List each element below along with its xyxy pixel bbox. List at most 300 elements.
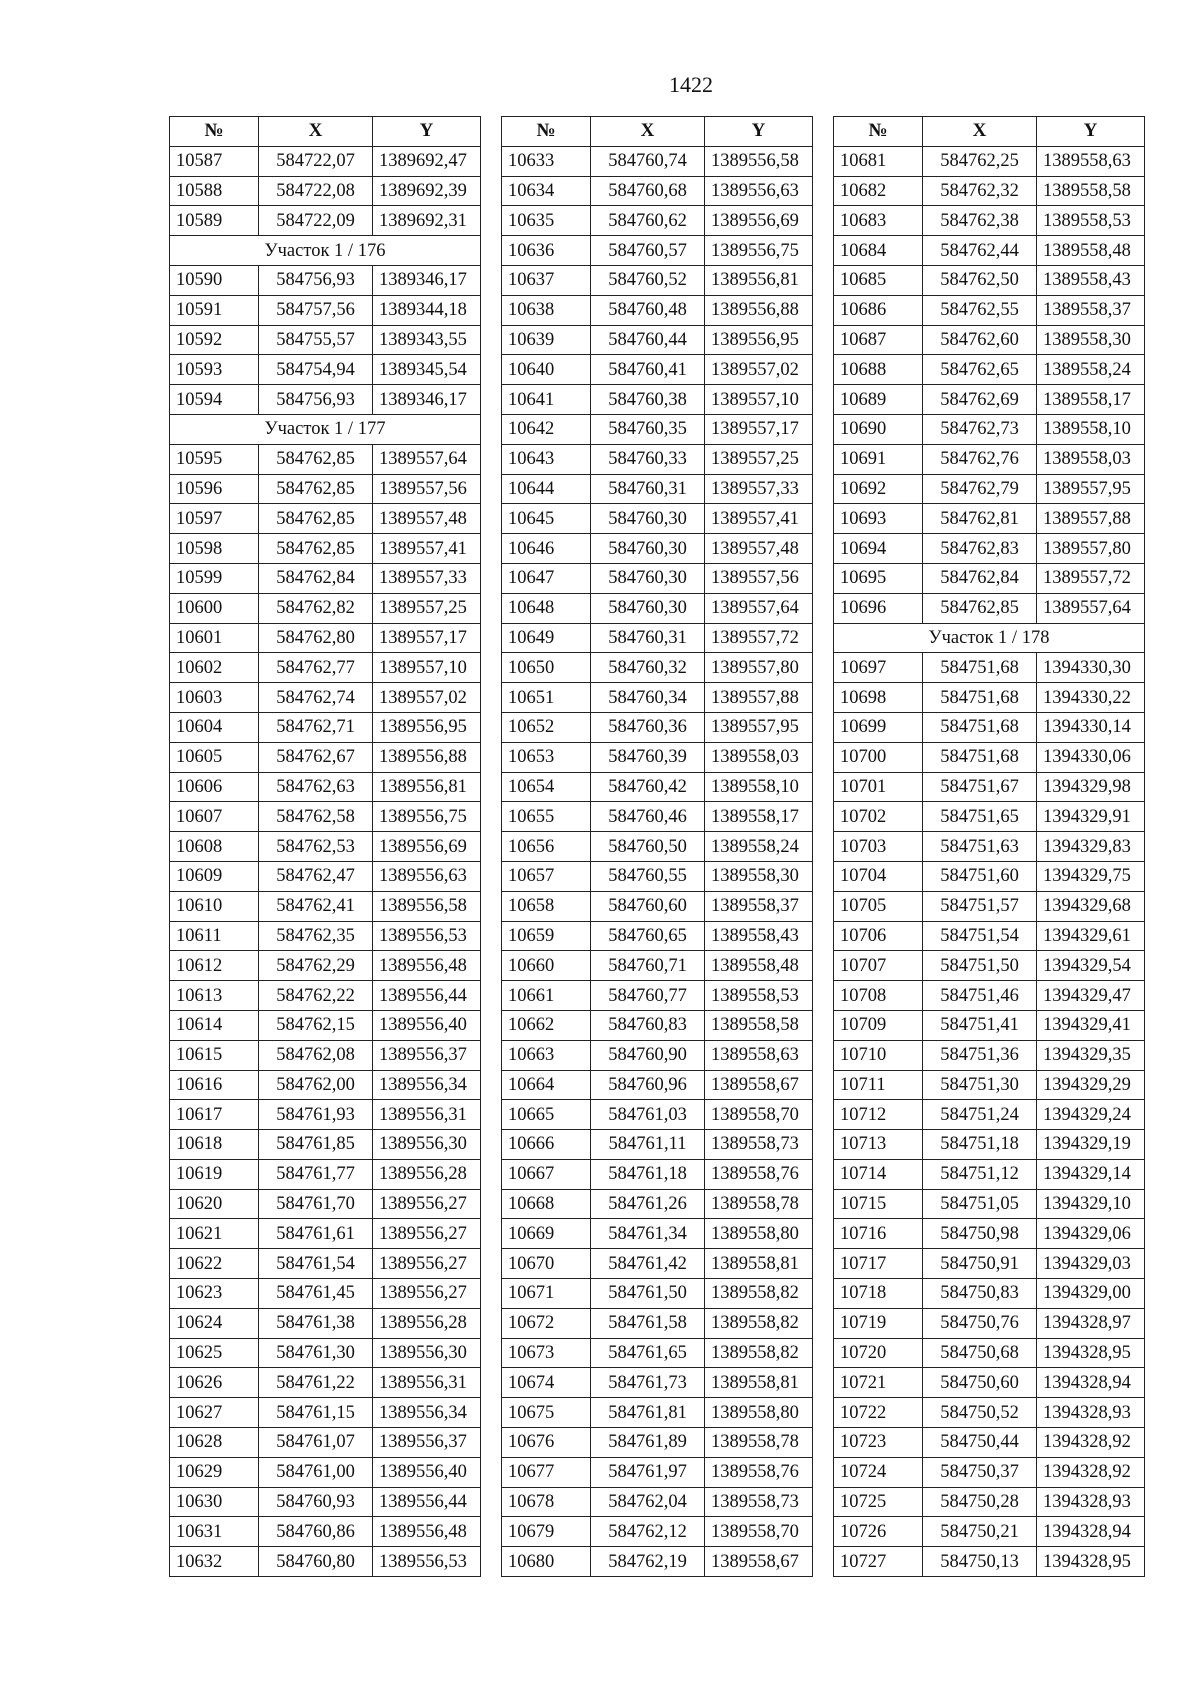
x-coordinate-cell: 584760,83 xyxy=(591,1010,705,1040)
x-coordinate-cell: 584760,68 xyxy=(591,176,705,206)
table-row xyxy=(834,653,1145,683)
x-coordinate-cell: 584762,12 xyxy=(591,1517,705,1547)
x-coordinate-cell: 584750,37 xyxy=(923,1457,1037,1487)
table-row xyxy=(502,444,813,474)
section-title: Участок 1 / 178 xyxy=(834,623,1145,653)
y-coordinate-cell: 1389558,76 xyxy=(705,1457,813,1487)
table-row xyxy=(834,1368,1145,1398)
y-coordinate-cell: 1389558,67 xyxy=(705,1547,813,1577)
table-row xyxy=(170,146,481,176)
y-coordinate-cell: 1389557,72 xyxy=(1037,563,1145,593)
x-coordinate-cell: 584751,54 xyxy=(923,921,1037,951)
coordinates-table-1 xyxy=(169,116,481,1577)
y-coordinate-cell: 1389344,18 xyxy=(373,295,481,325)
table-row xyxy=(834,712,1145,742)
x-coordinate-cell: 584760,55 xyxy=(591,861,705,891)
point-number-cell: 10725 xyxy=(834,1487,923,1517)
y-coordinate-cell: 1389556,31 xyxy=(373,1368,481,1398)
table-row xyxy=(170,1279,481,1309)
x-coordinate-cell: 584762,85 xyxy=(923,593,1037,623)
table-row xyxy=(502,891,813,921)
point-number-cell: 10652 xyxy=(502,712,591,742)
point-number-cell: 10672 xyxy=(502,1308,591,1338)
y-coordinate-cell: 1389558,48 xyxy=(705,951,813,981)
point-number-cell: 10633 xyxy=(502,146,591,176)
x-coordinate-cell: 584760,31 xyxy=(591,474,705,504)
x-coordinate-cell: 584760,36 xyxy=(591,712,705,742)
point-number-cell: 10727 xyxy=(834,1547,923,1577)
table-row xyxy=(834,683,1145,713)
x-coordinate-cell: 584760,74 xyxy=(591,146,705,176)
y-coordinate-cell: 1389558,53 xyxy=(1037,206,1145,236)
y-coordinate-cell: 1389556,28 xyxy=(373,1159,481,1189)
point-number-cell: 10626 xyxy=(170,1368,259,1398)
table-row xyxy=(502,474,813,504)
x-coordinate-cell: 584762,08 xyxy=(259,1040,373,1070)
table-row xyxy=(502,295,813,325)
table-row xyxy=(170,1308,481,1338)
y-coordinate-cell: 1389558,03 xyxy=(1037,444,1145,474)
y-coordinate-cell: 1389556,44 xyxy=(373,981,481,1011)
point-number-cell: 10641 xyxy=(502,385,591,415)
y-coordinate-cell: 1389556,95 xyxy=(705,325,813,355)
table-row xyxy=(502,1428,813,1458)
point-number-cell: 10723 xyxy=(834,1428,923,1458)
point-number-cell: 10617 xyxy=(170,1100,259,1130)
table-row xyxy=(834,1100,1145,1130)
x-coordinate-cell: 584750,21 xyxy=(923,1517,1037,1547)
table-row xyxy=(834,1547,1145,1577)
point-number-cell: 10621 xyxy=(170,1219,259,1249)
table-row xyxy=(502,146,813,176)
point-number-cell: 10616 xyxy=(170,1070,259,1100)
table-row xyxy=(502,1487,813,1517)
point-number-cell: 10707 xyxy=(834,951,923,981)
table-row xyxy=(170,861,481,891)
y-coordinate-cell: 1389556,58 xyxy=(373,891,481,921)
x-coordinate-cell: 584762,81 xyxy=(923,504,1037,534)
point-number-cell: 10589 xyxy=(170,206,259,236)
x-coordinate-cell: 584760,60 xyxy=(591,891,705,921)
y-coordinate-cell: 1389556,37 xyxy=(373,1040,481,1070)
point-number-cell: 10594 xyxy=(170,385,259,415)
x-coordinate-cell: 584750,52 xyxy=(923,1398,1037,1428)
x-coordinate-cell: 584762,41 xyxy=(259,891,373,921)
table-row xyxy=(170,1547,481,1577)
table-row xyxy=(502,1338,813,1368)
table-row xyxy=(502,1159,813,1189)
table-row xyxy=(834,951,1145,981)
table-row xyxy=(502,951,813,981)
table-row xyxy=(170,1428,481,1458)
y-coordinate-cell: 1389557,17 xyxy=(705,414,813,444)
table-row xyxy=(834,1279,1145,1309)
y-coordinate-cell: 1389558,03 xyxy=(705,742,813,772)
y-coordinate-cell: 1389558,43 xyxy=(1037,265,1145,295)
section-title: Участок 1 / 176 xyxy=(170,236,481,266)
y-coordinate-cell: 1389556,30 xyxy=(373,1338,481,1368)
y-coordinate-cell: 1394330,22 xyxy=(1037,683,1145,713)
table-header-row xyxy=(502,117,813,147)
x-coordinate-cell: 584762,60 xyxy=(923,325,1037,355)
y-coordinate-cell: 1389558,81 xyxy=(705,1368,813,1398)
table-row xyxy=(834,981,1145,1011)
column-header-x: X xyxy=(923,117,1037,147)
y-coordinate-cell: 1389692,39 xyxy=(373,176,481,206)
x-coordinate-cell: 584750,28 xyxy=(923,1487,1037,1517)
x-coordinate-cell: 584761,30 xyxy=(259,1338,373,1368)
table-row xyxy=(502,1130,813,1160)
y-coordinate-cell: 1389556,40 xyxy=(373,1457,481,1487)
x-coordinate-cell: 584762,84 xyxy=(923,563,1037,593)
point-number-cell: 10605 xyxy=(170,742,259,772)
table-row xyxy=(834,1219,1145,1249)
section-row xyxy=(834,623,1145,653)
x-coordinate-cell: 584762,67 xyxy=(259,742,373,772)
y-coordinate-cell: 1389557,64 xyxy=(705,593,813,623)
y-coordinate-cell: 1389558,43 xyxy=(705,921,813,951)
table-row xyxy=(502,683,813,713)
y-coordinate-cell: 1389558,70 xyxy=(705,1100,813,1130)
point-number-cell: 10623 xyxy=(170,1279,259,1309)
y-coordinate-cell: 1389558,73 xyxy=(705,1487,813,1517)
point-number-cell: 10611 xyxy=(170,921,259,951)
table-row xyxy=(834,176,1145,206)
table-row xyxy=(502,623,813,653)
table-row xyxy=(502,1219,813,1249)
table-row xyxy=(170,1249,481,1279)
x-coordinate-cell: 584762,74 xyxy=(259,683,373,713)
y-coordinate-cell: 1389558,81 xyxy=(705,1249,813,1279)
point-number-cell: 10602 xyxy=(170,653,259,683)
point-number-cell: 10712 xyxy=(834,1100,923,1130)
x-coordinate-cell: 584762,79 xyxy=(923,474,1037,504)
point-number-cell: 10614 xyxy=(170,1010,259,1040)
table-row xyxy=(170,176,481,206)
y-coordinate-cell: 1389557,64 xyxy=(373,444,481,474)
x-coordinate-cell: 584760,30 xyxy=(591,504,705,534)
x-coordinate-cell: 584760,30 xyxy=(591,563,705,593)
y-coordinate-cell: 1389558,58 xyxy=(705,1010,813,1040)
x-coordinate-cell: 584760,41 xyxy=(591,355,705,385)
y-coordinate-cell: 1389558,37 xyxy=(705,891,813,921)
x-coordinate-cell: 584761,03 xyxy=(591,1100,705,1130)
table-row xyxy=(170,772,481,802)
table-row xyxy=(170,534,481,564)
table-row xyxy=(170,1040,481,1070)
point-number-cell: 10593 xyxy=(170,355,259,385)
y-coordinate-cell: 1389558,30 xyxy=(1037,325,1145,355)
table-row xyxy=(502,921,813,951)
y-coordinate-cell: 1389557,10 xyxy=(705,385,813,415)
point-number-cell: 10719 xyxy=(834,1308,923,1338)
table-row xyxy=(502,1010,813,1040)
point-number-cell: 10704 xyxy=(834,861,923,891)
x-coordinate-cell: 584762,19 xyxy=(591,1547,705,1577)
table-row xyxy=(170,1398,481,1428)
point-number-cell: 10596 xyxy=(170,474,259,504)
table-row xyxy=(834,206,1145,236)
column-header-y: Y xyxy=(705,117,813,147)
x-coordinate-cell: 584761,50 xyxy=(591,1279,705,1309)
x-coordinate-cell: 584750,98 xyxy=(923,1219,1037,1249)
x-coordinate-cell: 584761,58 xyxy=(591,1308,705,1338)
point-number-cell: 10620 xyxy=(170,1189,259,1219)
y-coordinate-cell: 1389558,58 xyxy=(1037,176,1145,206)
point-number-cell: 10665 xyxy=(502,1100,591,1130)
table-row xyxy=(502,1398,813,1428)
y-coordinate-cell: 1389558,80 xyxy=(705,1219,813,1249)
table-row xyxy=(170,444,481,474)
table-row xyxy=(170,593,481,623)
table-row xyxy=(502,385,813,415)
table-row xyxy=(170,1070,481,1100)
x-coordinate-cell: 584751,63 xyxy=(923,832,1037,862)
point-number-cell: 10612 xyxy=(170,951,259,981)
point-number-cell: 10694 xyxy=(834,534,923,564)
point-number-cell: 10587 xyxy=(170,146,259,176)
y-coordinate-cell: 1389557,95 xyxy=(1037,474,1145,504)
point-number-cell: 10590 xyxy=(170,265,259,295)
y-coordinate-cell: 1389557,72 xyxy=(705,623,813,653)
y-coordinate-cell: 1389557,95 xyxy=(705,712,813,742)
table-row xyxy=(834,1517,1145,1547)
point-number-cell: 10684 xyxy=(834,236,923,266)
table-row xyxy=(834,236,1145,266)
point-number-cell: 10642 xyxy=(502,414,591,444)
x-coordinate-cell: 584751,68 xyxy=(923,653,1037,683)
table-row xyxy=(502,236,813,266)
point-number-cell: 10610 xyxy=(170,891,259,921)
y-coordinate-cell: 1394330,30 xyxy=(1037,653,1145,683)
y-coordinate-cell: 1389558,24 xyxy=(1037,355,1145,385)
y-coordinate-cell: 1389557,88 xyxy=(705,683,813,713)
table-row xyxy=(834,265,1145,295)
table-row xyxy=(502,1070,813,1100)
y-coordinate-cell: 1389558,37 xyxy=(1037,295,1145,325)
column-header-y: Y xyxy=(373,117,481,147)
point-number-cell: 10643 xyxy=(502,444,591,474)
point-number-cell: 10595 xyxy=(170,444,259,474)
x-coordinate-cell: 584750,60 xyxy=(923,1368,1037,1398)
point-number-cell: 10601 xyxy=(170,623,259,653)
x-coordinate-cell: 584756,93 xyxy=(259,265,373,295)
table-row xyxy=(834,444,1145,474)
y-coordinate-cell: 1389558,63 xyxy=(1037,146,1145,176)
point-number-cell: 10692 xyxy=(834,474,923,504)
point-number-cell: 10726 xyxy=(834,1517,923,1547)
point-number-cell: 10690 xyxy=(834,414,923,444)
x-coordinate-cell: 584760,65 xyxy=(591,921,705,951)
y-coordinate-cell: 1389557,25 xyxy=(705,444,813,474)
point-number-cell: 10619 xyxy=(170,1159,259,1189)
point-number-cell: 10644 xyxy=(502,474,591,504)
y-coordinate-cell: 1394329,75 xyxy=(1037,861,1145,891)
table-row xyxy=(502,355,813,385)
x-coordinate-cell: 584762,76 xyxy=(923,444,1037,474)
point-number-cell: 10660 xyxy=(502,951,591,981)
point-number-cell: 10724 xyxy=(834,1457,923,1487)
point-number-cell: 10637 xyxy=(502,265,591,295)
x-coordinate-cell: 584760,71 xyxy=(591,951,705,981)
y-coordinate-cell: 1389343,55 xyxy=(373,325,481,355)
table-row xyxy=(502,1100,813,1130)
x-coordinate-cell: 584762,77 xyxy=(259,653,373,683)
y-coordinate-cell: 1389556,81 xyxy=(373,772,481,802)
point-number-cell: 10678 xyxy=(502,1487,591,1517)
table-row xyxy=(834,1308,1145,1338)
x-coordinate-cell: 584750,68 xyxy=(923,1338,1037,1368)
x-coordinate-cell: 584761,97 xyxy=(591,1457,705,1487)
x-coordinate-cell: 584755,57 xyxy=(259,325,373,355)
y-coordinate-cell: 1389558,70 xyxy=(705,1517,813,1547)
point-number-cell: 10713 xyxy=(834,1130,923,1160)
y-coordinate-cell: 1389558,78 xyxy=(705,1428,813,1458)
y-coordinate-cell: 1389556,75 xyxy=(705,236,813,266)
x-coordinate-cell: 584751,36 xyxy=(923,1040,1037,1070)
point-number-cell: 10622 xyxy=(170,1249,259,1279)
table-header-row xyxy=(834,117,1145,147)
point-number-cell: 10716 xyxy=(834,1219,923,1249)
table-row xyxy=(834,474,1145,504)
y-coordinate-cell: 1389556,63 xyxy=(373,861,481,891)
point-number-cell: 10591 xyxy=(170,295,259,325)
point-number-cell: 10603 xyxy=(170,683,259,713)
point-number-cell: 10651 xyxy=(502,683,591,713)
table-row xyxy=(834,742,1145,772)
x-coordinate-cell: 584761,18 xyxy=(591,1159,705,1189)
x-coordinate-cell: 584762,25 xyxy=(923,146,1037,176)
x-coordinate-cell: 584762,00 xyxy=(259,1070,373,1100)
table-row xyxy=(502,802,813,832)
table-row xyxy=(834,146,1145,176)
table-row xyxy=(502,832,813,862)
x-coordinate-cell: 584761,70 xyxy=(259,1189,373,1219)
x-coordinate-cell: 584751,68 xyxy=(923,683,1037,713)
y-coordinate-cell: 1389557,48 xyxy=(373,504,481,534)
point-number-cell: 10607 xyxy=(170,802,259,832)
table-row xyxy=(502,593,813,623)
column-header-number: № xyxy=(170,117,259,147)
y-coordinate-cell: 1394329,98 xyxy=(1037,772,1145,802)
y-coordinate-cell: 1394329,06 xyxy=(1037,1219,1145,1249)
x-coordinate-cell: 584762,85 xyxy=(259,474,373,504)
x-coordinate-cell: 584751,60 xyxy=(923,861,1037,891)
x-coordinate-cell: 584751,67 xyxy=(923,772,1037,802)
x-coordinate-cell: 584762,04 xyxy=(591,1487,705,1517)
table-row xyxy=(502,504,813,534)
y-coordinate-cell: 1394329,68 xyxy=(1037,891,1145,921)
table-row xyxy=(834,1040,1145,1070)
x-coordinate-cell: 584762,58 xyxy=(259,802,373,832)
point-number-cell: 10609 xyxy=(170,861,259,891)
point-number-cell: 10655 xyxy=(502,802,591,832)
table-row xyxy=(834,1338,1145,1368)
x-coordinate-cell: 584760,96 xyxy=(591,1070,705,1100)
table-row xyxy=(502,981,813,1011)
x-coordinate-cell: 584761,07 xyxy=(259,1428,373,1458)
y-coordinate-cell: 1389557,80 xyxy=(1037,534,1145,564)
table-row xyxy=(170,832,481,862)
y-coordinate-cell: 1389556,44 xyxy=(373,1487,481,1517)
point-number-cell: 10675 xyxy=(502,1398,591,1428)
x-coordinate-cell: 584762,35 xyxy=(259,921,373,951)
x-coordinate-cell: 584762,73 xyxy=(923,414,1037,444)
point-number-cell: 10658 xyxy=(502,891,591,921)
y-coordinate-cell: 1389556,88 xyxy=(705,295,813,325)
y-coordinate-cell: 1394329,83 xyxy=(1037,832,1145,862)
table-row xyxy=(170,1457,481,1487)
point-number-cell: 10635 xyxy=(502,206,591,236)
y-coordinate-cell: 1389557,02 xyxy=(373,683,481,713)
table-row xyxy=(834,295,1145,325)
x-coordinate-cell: 584760,50 xyxy=(591,832,705,862)
column-header-number: № xyxy=(502,117,591,147)
table-row xyxy=(170,563,481,593)
point-number-cell: 10588 xyxy=(170,176,259,206)
column-header-x: X xyxy=(259,117,373,147)
table-row xyxy=(502,1368,813,1398)
point-number-cell: 10649 xyxy=(502,623,591,653)
y-coordinate-cell: 1394329,10 xyxy=(1037,1189,1145,1219)
table-header-row xyxy=(170,117,481,147)
x-coordinate-cell: 584751,18 xyxy=(923,1130,1037,1160)
x-coordinate-cell: 584760,52 xyxy=(591,265,705,295)
x-coordinate-cell: 584750,83 xyxy=(923,1279,1037,1309)
y-coordinate-cell: 1389558,82 xyxy=(705,1279,813,1309)
point-number-cell: 10717 xyxy=(834,1249,923,1279)
x-coordinate-cell: 584761,26 xyxy=(591,1189,705,1219)
table-row xyxy=(502,653,813,683)
table-row xyxy=(502,1189,813,1219)
table-row xyxy=(834,534,1145,564)
x-coordinate-cell: 584761,85 xyxy=(259,1130,373,1160)
coordinates-table-3 xyxy=(833,116,1145,1577)
x-coordinate-cell: 584750,13 xyxy=(923,1547,1037,1577)
table-row xyxy=(502,1279,813,1309)
point-number-cell: 10599 xyxy=(170,563,259,593)
y-coordinate-cell: 1394329,47 xyxy=(1037,981,1145,1011)
point-number-cell: 10634 xyxy=(502,176,591,206)
point-number-cell: 10625 xyxy=(170,1338,259,1368)
y-coordinate-cell: 1389556,34 xyxy=(373,1398,481,1428)
page-number: 1422 xyxy=(669,72,713,97)
point-number-cell: 10654 xyxy=(502,772,591,802)
x-coordinate-cell: 584751,68 xyxy=(923,712,1037,742)
y-coordinate-cell: 1389558,76 xyxy=(705,1159,813,1189)
x-coordinate-cell: 584762,85 xyxy=(259,504,373,534)
table-row xyxy=(170,951,481,981)
x-coordinate-cell: 584762,53 xyxy=(259,832,373,862)
table-row xyxy=(170,653,481,683)
x-coordinate-cell: 584762,85 xyxy=(259,534,373,564)
y-coordinate-cell: 1389556,48 xyxy=(373,951,481,981)
point-number-cell: 10650 xyxy=(502,653,591,683)
x-coordinate-cell: 584762,83 xyxy=(923,534,1037,564)
x-coordinate-cell: 584762,82 xyxy=(259,593,373,623)
table-row xyxy=(834,1487,1145,1517)
x-coordinate-cell: 584761,61 xyxy=(259,1219,373,1249)
table-row xyxy=(834,861,1145,891)
x-coordinate-cell: 584751,68 xyxy=(923,742,1037,772)
point-number-cell: 10679 xyxy=(502,1517,591,1547)
table-row xyxy=(170,206,481,236)
point-number-cell: 10613 xyxy=(170,981,259,1011)
table-row xyxy=(170,265,481,295)
y-coordinate-cell: 1394329,19 xyxy=(1037,1130,1145,1160)
point-number-cell: 10657 xyxy=(502,861,591,891)
x-coordinate-cell: 584760,90 xyxy=(591,1040,705,1070)
